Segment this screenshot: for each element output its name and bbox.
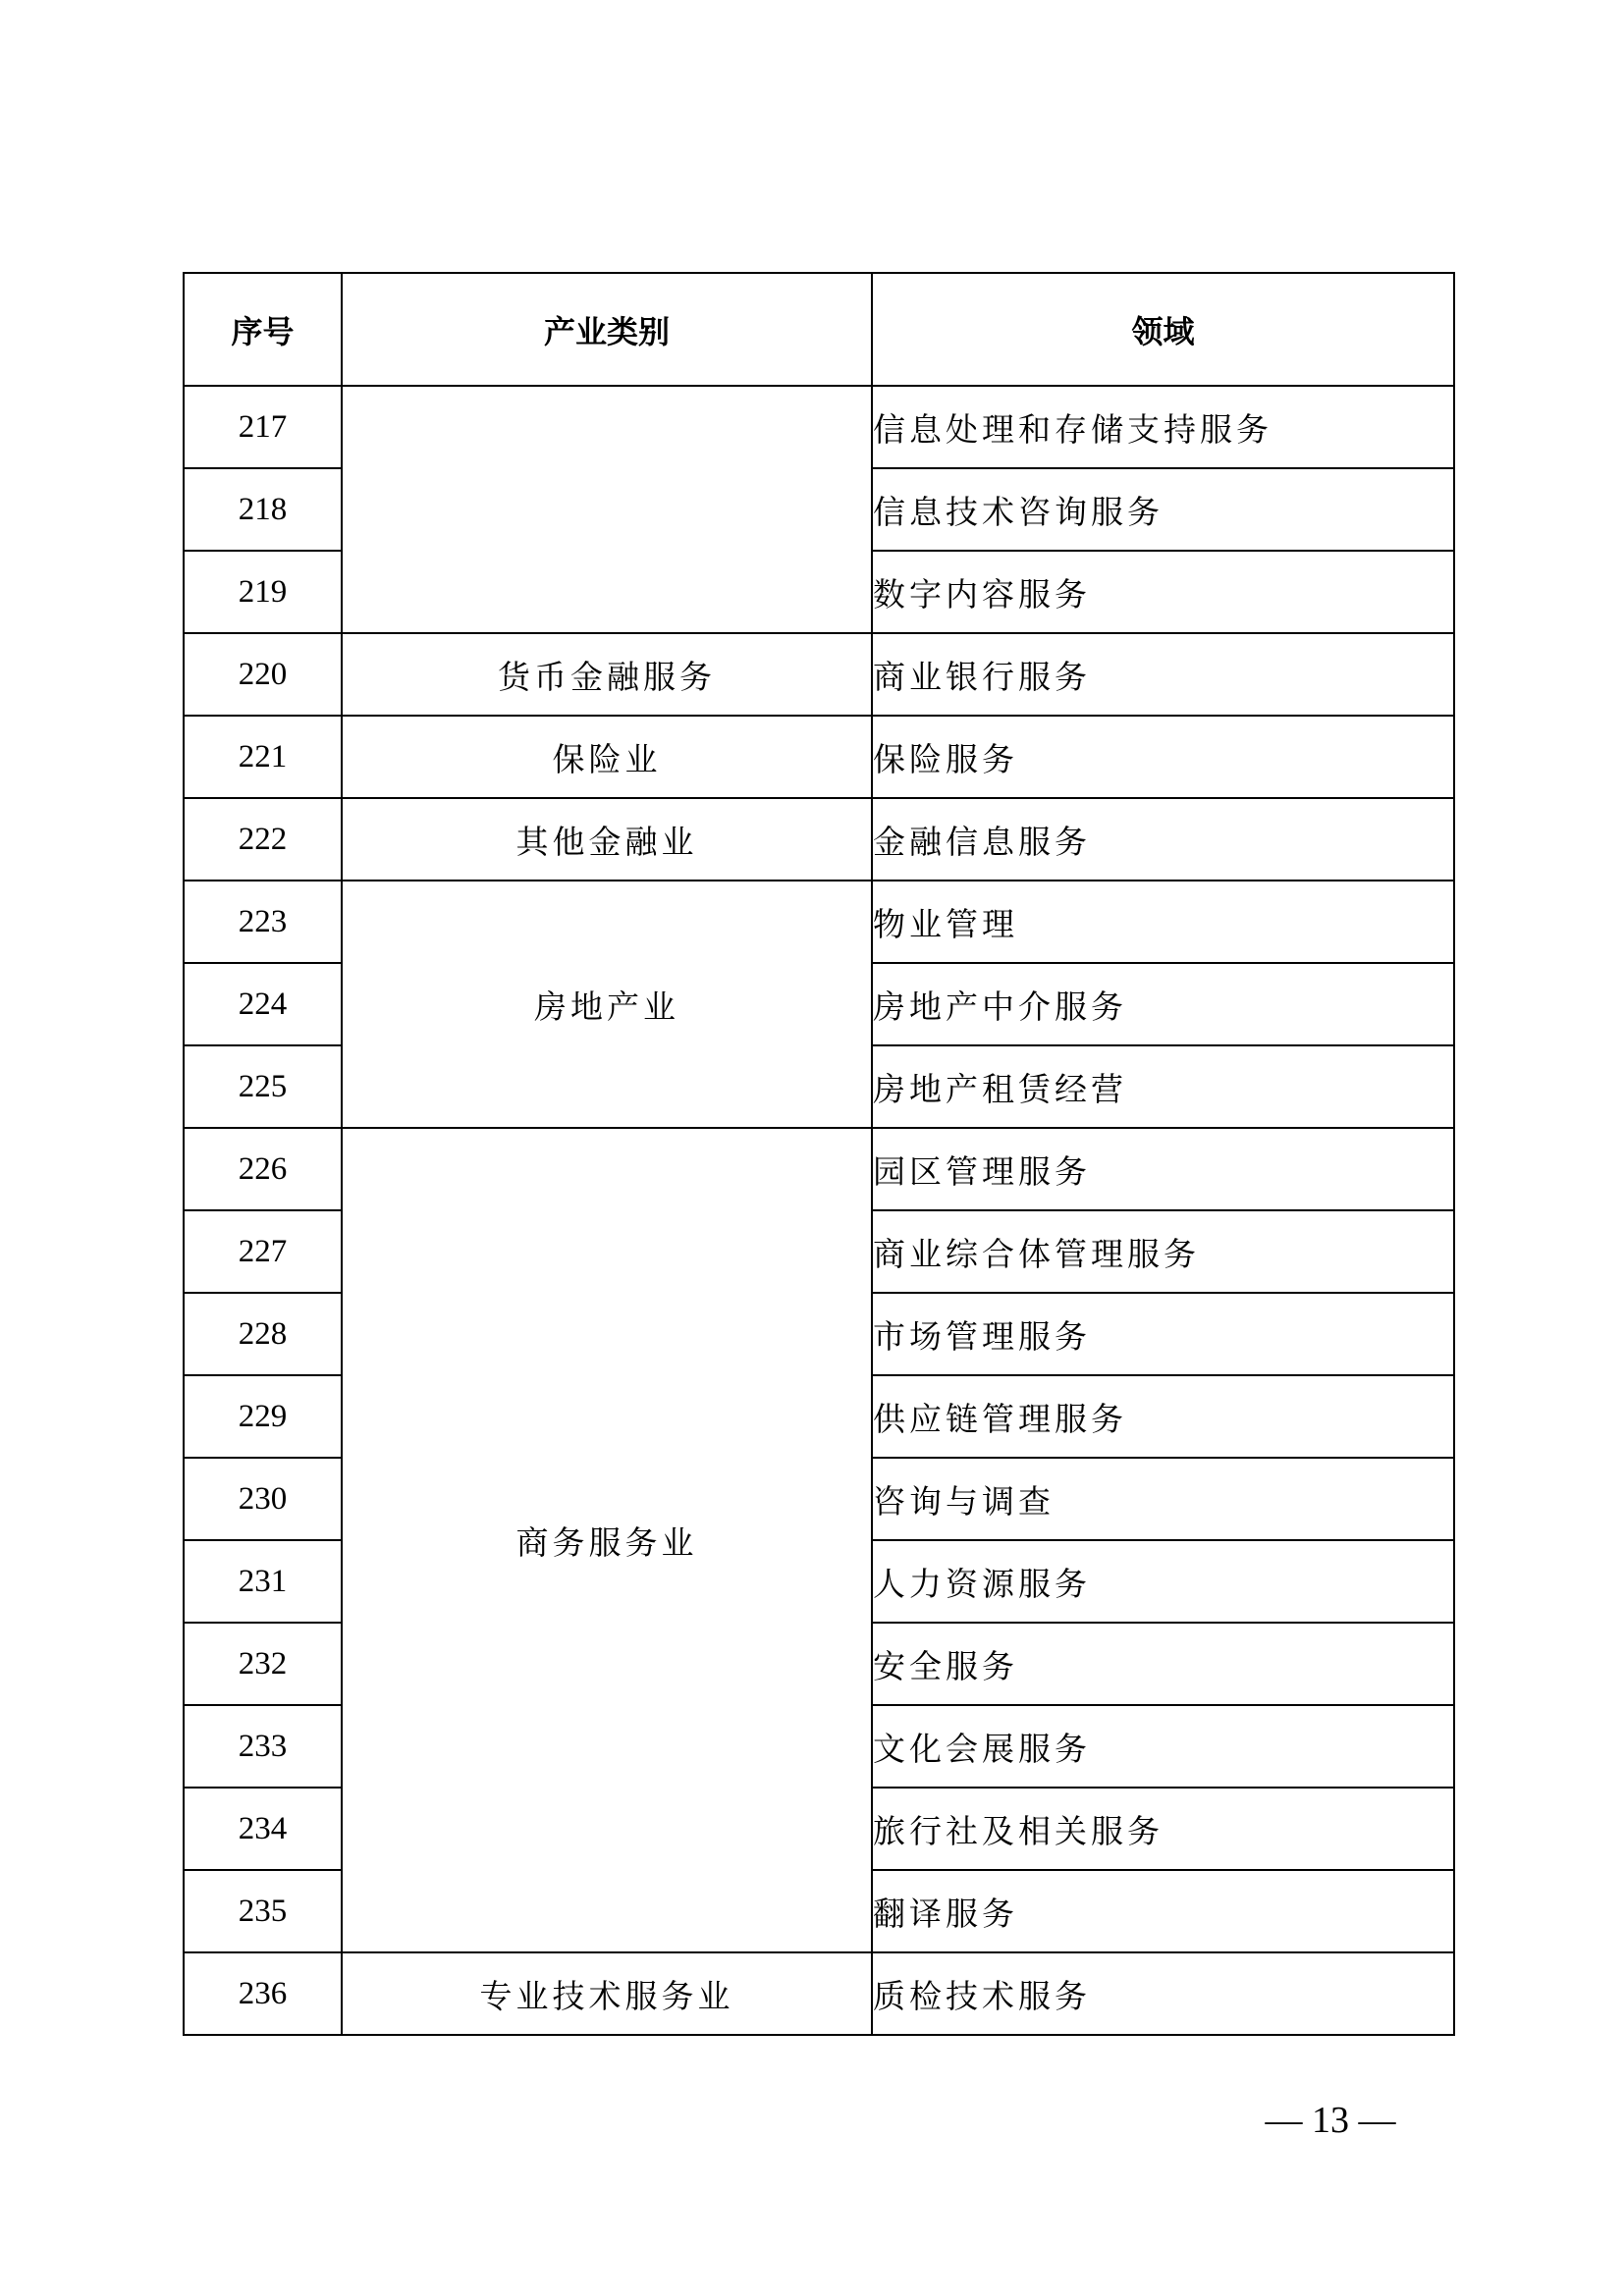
field-cell: 人力资源服务 bbox=[872, 1540, 1454, 1623]
industry-table bbox=[183, 272, 1455, 2036]
table-row bbox=[184, 716, 1454, 798]
field-cell: 安全服务 bbox=[872, 1623, 1454, 1705]
row-number: 236 bbox=[184, 1952, 342, 2035]
field-cell: 房地产中介服务 bbox=[872, 963, 1454, 1045]
table-row bbox=[184, 881, 1454, 963]
row-number: 222 bbox=[184, 798, 342, 881]
row-number: 218 bbox=[184, 468, 342, 551]
field-cell: 信息处理和存储支持服务 bbox=[872, 386, 1454, 468]
row-number: 228 bbox=[184, 1293, 342, 1375]
field-cell: 园区管理服务 bbox=[872, 1128, 1454, 1210]
field-cell: 翻译服务 bbox=[872, 1870, 1454, 1952]
category-cell bbox=[342, 386, 872, 633]
row-number: 234 bbox=[184, 1788, 342, 1870]
field-cell: 数字内容服务 bbox=[872, 551, 1454, 633]
table-row bbox=[184, 798, 1454, 881]
category-cell: 其他金融业 bbox=[342, 798, 872, 881]
field-cell: 咨询与调查 bbox=[872, 1458, 1454, 1540]
table-row bbox=[184, 633, 1454, 716]
field-cell: 房地产租赁经营 bbox=[872, 1045, 1454, 1128]
field-cell: 物业管理 bbox=[872, 881, 1454, 963]
page-number: — 13 — bbox=[1265, 2100, 1396, 2141]
table-header-row bbox=[184, 273, 1454, 386]
row-number: 232 bbox=[184, 1623, 342, 1705]
field-cell: 市场管理服务 bbox=[872, 1293, 1454, 1375]
row-number: 225 bbox=[184, 1045, 342, 1128]
row-number: 227 bbox=[184, 1210, 342, 1293]
row-number: 235 bbox=[184, 1870, 342, 1952]
field-cell: 文化会展服务 bbox=[872, 1705, 1454, 1788]
table-row bbox=[184, 386, 1454, 468]
field-cell: 信息技术咨询服务 bbox=[872, 468, 1454, 551]
category-cell: 货币金融服务 bbox=[342, 633, 872, 716]
row-number: 229 bbox=[184, 1375, 342, 1458]
field-cell: 商业银行服务 bbox=[872, 633, 1454, 716]
category-cell: 房地产业 bbox=[342, 881, 872, 1128]
row-number: 219 bbox=[184, 551, 342, 633]
field-cell: 保险服务 bbox=[872, 716, 1454, 798]
row-number: 223 bbox=[184, 881, 342, 963]
table-row bbox=[184, 1952, 1454, 2035]
table-row bbox=[184, 1128, 1454, 1210]
field-cell: 商业综合体管理服务 bbox=[872, 1210, 1454, 1293]
field-cell: 旅行社及相关服务 bbox=[872, 1788, 1454, 1870]
category-cell: 商务服务业 bbox=[342, 1128, 872, 1952]
row-number: 221 bbox=[184, 716, 342, 798]
row-number: 231 bbox=[184, 1540, 342, 1623]
category-cell: 保险业 bbox=[342, 716, 872, 798]
field-cell: 供应链管理服务 bbox=[872, 1375, 1454, 1458]
row-number: 220 bbox=[184, 633, 342, 716]
row-number: 224 bbox=[184, 963, 342, 1045]
category-cell: 专业技术服务业 bbox=[342, 1952, 872, 2035]
header-category: 产业类别 bbox=[342, 273, 872, 386]
row-number: 230 bbox=[184, 1458, 342, 1540]
field-cell: 金融信息服务 bbox=[872, 798, 1454, 881]
row-number: 217 bbox=[184, 386, 342, 468]
row-number: 233 bbox=[184, 1705, 342, 1788]
row-number: 226 bbox=[184, 1128, 342, 1210]
header-seq: 序号 bbox=[184, 273, 342, 386]
field-cell: 质检技术服务 bbox=[872, 1952, 1454, 2035]
header-field: 领域 bbox=[872, 273, 1454, 386]
